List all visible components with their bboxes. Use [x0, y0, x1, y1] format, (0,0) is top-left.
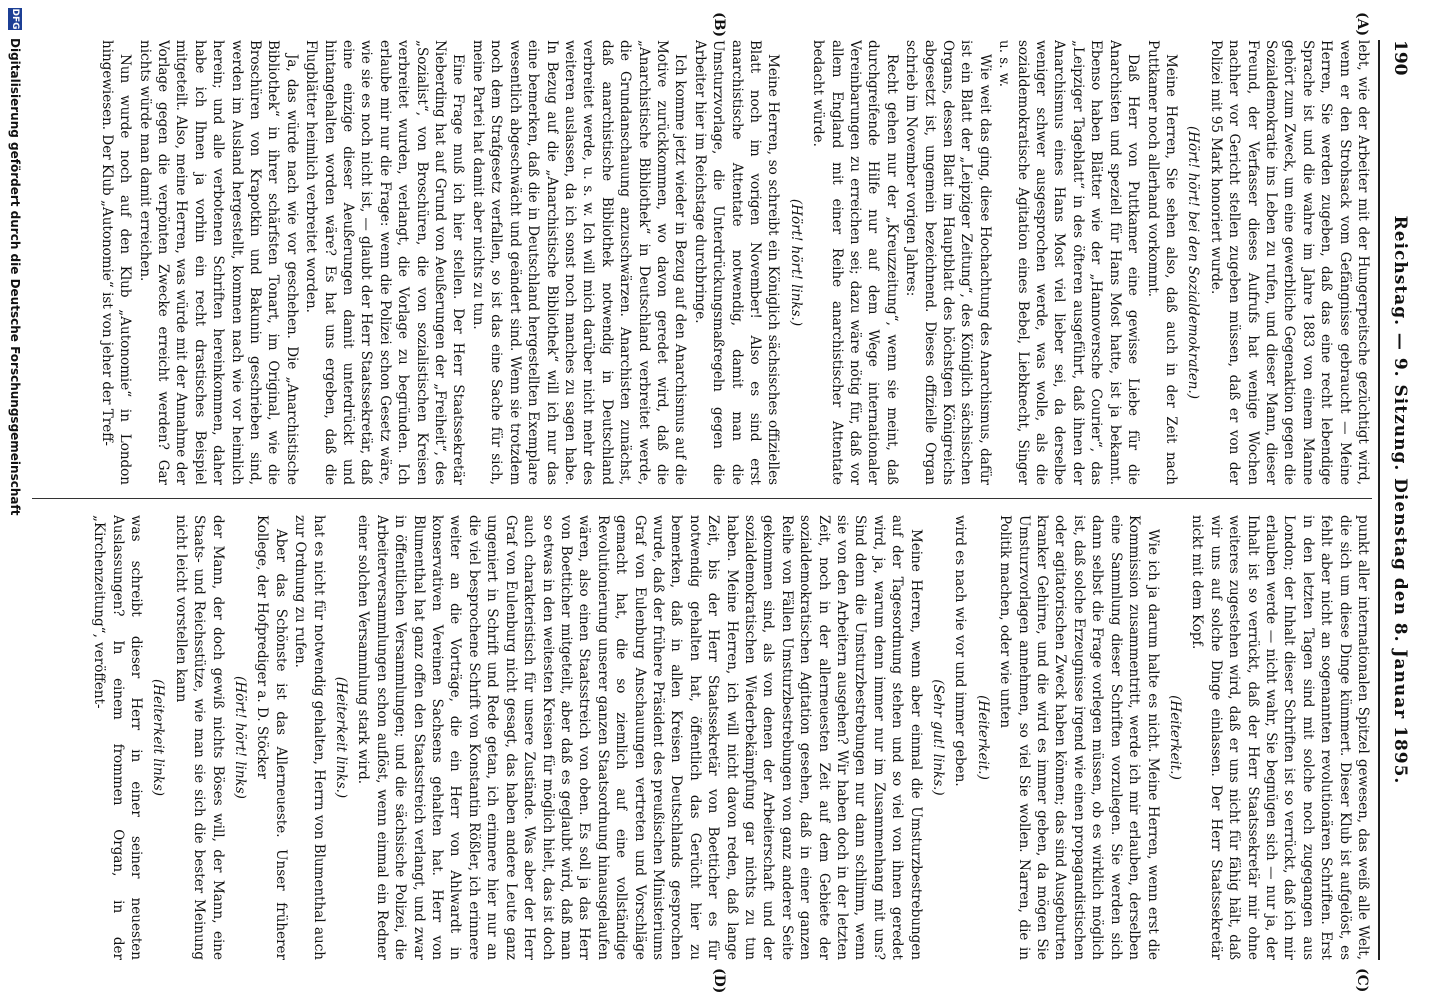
- right-text-column: [37, 515, 1372, 960]
- paragraph: Wie ich ja darum halte es nicht. Meine Herren, wenn erst die Kommission zusammentritt, werde ich mir erlauben, derselben eine Sammlung dieser Schriften vorzulegen. Sie werden sich dann selbst die Frage vorlegen müssen, ob es wirklich möglich ist, daß solche Erzeugnisse irgend wie einen propagandistischen oder agitatorischen Zweck haben können; das sind Ausgeburten kranker Gehirne, und die wird es immer geben, da mögen Sie Umsturzvorlagen annehmen, so viel Sie wollen. Narren, die in Politik machen, oder wie unten: [997, 515, 1161, 960]
- paragraph: Wie weit das ging, diese Hochachtung des Anarchismus, dafür ist ein Blatt der „Leipziger Zeitung“, des Königlich sächsischen Organs, dessen Blatt im Hauptblatt des höchstgen Königreichs abgesetzt ist, ungemein bezeichnend. Dieses offizielle Organ schrieb im November vorigen Jahres:: [903, 40, 993, 485]
- paragraph: Meine Herren, wenn aber einmal die Umsturzbestrebungen auf der Tagesordnung stehen und so viel von ihnen geredet wird, ja, warum denn immer nur im Zusammenhang mit uns? Sind denn die Umsturzbestrebungen nur dann schlimm, wenn sie von den Arbeitern ausgehen? Wir haben doch in der letzten Zeit, noch in der allerneuesten Zeit auf dem Gebiete der sozialdemokratischen Agitation gesehen, daß in einer ganzen Reihe von Fällen Umsturzbestrebungen von ganz anderer Seite gekommen sind, als von denen der Arbeiterschaft und der sozialdemokratischen Wiederbekämpfung gar nichts zu tun haben. Meine Herren, ich will nicht davon reden, daß lange Zeit, bis der Herr Staatssekretär von Boetticher es für notwendig gehalten hat, öffentlich das Gerücht hier zu bemerken, daß in allen Kreisen Deutschlands gesprochen wurde, daß der frühere Präsident des preußischen Ministeriums Graf von Eulenburg Anschauungen vertreten und Vorschläge gemacht hat, die so ziemlich auf eine vollständige Revolutionierung unserer ganzen Staatsordnung hinausgelaufen wären, also einen Staatsstreich von oben. Es soll ja das Herr von Boetticher mitgeteilt, aber daß es geglaubt wird, daß man so etwas in den weitesten Kreisen für möglich hielt, das ist doch auch charakteristisch für unsere Zustände. Was aber der Herr Graf von Eulenburg nicht gesagt, das haben andere Leute ganz ungeniert in Schrift und Rede getan, ich erinnere hier nur an die viel besprochene Schrift von Konstantin Rößler, ich erinnere weiter an die Vorträge, die ein Herr von Ahlwardt in konservativen Vereinen Sachsens gehalten hat. Herr von Blumenthal hat ganz offen den Staatsstreich verlangt, und zwar in öffentlichen Versammlungen; und die sächsische Polizei, die Arbeiterversammlungen schon auflöst, wenn einmal ein Redner einer solchen Versammlung stark wird.: [355, 515, 924, 960]
- paragraph: Nun wurde noch auf den Klub „Autonomie“ in London hingewiesen. Der Klub „Autonomie“ ist von jeher der Treff-: [98, 40, 134, 485]
- margin-mark-a: (A): [1354, 12, 1370, 37]
- paragraph: Meine Herren, so schreibt ein Königlich sächsisches offizielles Blatt noch im vorigen November! Also es sind erst anarchistische Attentate notwendig, damit man die Umsturzvorlage, die Unterdrückungsmaßregeln gegen die Arbeiter hier im Reichstage durchbringe.: [691, 40, 782, 485]
- left-text-column: [37, 40, 1372, 485]
- page-number: 190: [1390, 40, 1410, 76]
- interjection: (Heiterkeit links): [150, 678, 167, 797]
- interjection: (Hört! hört! links.): [787, 198, 804, 327]
- paragraph: Eine Frage muß ich hier stellen. Der Herr Staatssekretär Nieberding hat auf Grund von Aeußerungen der „Freiheit“, des „Sozialist“, von Broschüren, die von sozialistischen Kreisen verbreitet wurden, verlangt, die Vorlage zu begründen. Ich erlaube mir nur die Frage: wenn die Polizei schon Gesetz wäre, wie sie es noch nicht ist, — glaubt der Herr Staatssekretär, daß eine einzige dieser Aeußerungen damit unterdrückt und hintangehalten worden wäre? Es hat uns ergeben, daß die Flugblätter heimlich verbreitet worden.: [303, 40, 467, 485]
- running-header: [1378, 40, 1422, 960]
- dfg-logo: DFG: [10, 8, 20, 30]
- paragraph: der Mann, der doch gewiß nichts Böses will, der Mann, eine Staats- und Reichsstütze, wie man sie sich die bester Meinung nicht leicht vorstellen kann: [172, 515, 226, 960]
- interjection: (Heiterkeit links.): [333, 676, 350, 799]
- interjection: (Hört! hört! bei den Sozialdemokraten.): [1185, 125, 1202, 400]
- paragraph: lebt, wie der Arbeiter mit der Hungerpeitsche gezüchtigt wird, wenn er den Strohsack vom Gefängnisse gebraucht — Meine Herren, Sie werden zugeben, daß das eine recht lebendige Sprache ist und die wahre im Jahre 1883 von einem Manne gehört zum Zweck, um eine gewerbliche Gegenaktion gegen die Sozialdemokratie ins Leben zu rufen, und dieser Mann, dieser Freund, der Verfasser dieses Aufrufs hat wenige Wochen nachher vor Gericht stellen zugeben müssen, daß er von der Polizei mit 95 Mark honoriert wurde.: [1207, 40, 1371, 485]
- paragraph: punkt aller internationalen Spitzel gewesen, das weiß alle Welt, die sich um diese Dinge kümmert. Dieser Klub ist aufgelöst, es fehlt aber nicht an sogenannten revolutionären Schriften. Erst in den letzten Tagen sind mit solche noch zugegangen aus London; der Inhalt dieser Schriften ist so verrückt, daß ich mir erlauben werde — nicht wahr, Sie begnügen sich — nur ja, der Inhalt ist so verrückt, daß der Herr Staatssekretär mir ohne weiteres zugestehen wird, daß er uns nicht für fähig hält, daß wir uns auf solche Dinge einlassen. Der Herr Staatssekretär nickt mit dem Kopf.: [1189, 515, 1371, 960]
- margin-mark-c: (C): [1354, 968, 1370, 993]
- interjection: (Heiterkeit.): [1166, 695, 1183, 780]
- interjection: (Heiterkeit.): [974, 695, 991, 780]
- credit-text: Digitalisierung gefördert durch die Deutsche Forschungsgemeinschaft: [8, 38, 22, 516]
- paragraph: Ja, das würde nach wie vor geschehen. Die „Anarchistische Bibliothek“ in ihrer schärfsten Tonart, im Original, wie die Broschüren von Krapotkin und Bakunin geschrieben sind, werden im Ausland hergestellt, kommen nach wie vor heimlich herein; und alle verbotenen Schriften hereinkommen, daher habe ich Ihnen ja vorhin ein recht drastisches Beispiel mitgeteilt. Also, meine Herren, was würde mit der Annahme der Vorlage gegen die verpönten Zwecke erreicht werden? Gar nichts würde man damit erreichen.: [136, 40, 300, 485]
- margin-mark-d: (D): [711, 968, 727, 994]
- paragraph: Recht gehen nur der „Kreuzzeitung“, wenn sie meint, daß durchgreifende Hilfe nur auf dem Wege internationaler Vereinbarungen zu erreichen sei; dazu wäre nötig für, daß vor allem England mit einer Reihe anarchistischer Attentate bedacht würde.: [810, 40, 900, 485]
- header-title: Reichstag. — 9. Sitzung. Dienstag den 8. Januar 1895.: [1390, 215, 1410, 785]
- paragraph: Meine Herren, Sie sehen also, daß auch in der Zeit nach Puttkamer noch allerhand vorkommt.: [1144, 40, 1179, 485]
- interjection: (Sehr gut! links.): [930, 679, 947, 796]
- paragraph: Aber das Schönste ist das Allerneueste. Unser früherer Kollege, der Hofprediger a. D. Stöcker: [254, 515, 289, 960]
- paragraph: wird es nach wie vor und immer geben.: [952, 515, 969, 787]
- paragraph: Ich komme jetzt wieder in Bezug auf den Anarchismus auf die Motive zurückkommen, wo davon geredet wird, daß die „Anarchistische Bibliothek“ in Deutschland verbreitet werde, die Grundanschauung anzuschwärzen. Anarchisten zunächst, daß anarchistische Bibliothek notwendig in Deutschland verbreitet werde, u. s. w. Ich will mich darüber nicht mehr des weiteren auslassen, da ich sonst noch manches zu sagen habe. In Bezug auf die „Anarchistische Bibliothek“ will ich nur das eine bemerken, daß die in Deutschland hergestellten Exemplare wesentlich abgeschwächt und geändert sind. Wenn sie trotzdem noch dem Strafgesetz verfallen, so ist das eine Sache für sich, meine Partei hat damit aber nichts zu tun.: [469, 40, 689, 485]
- margin-mark-b: (B): [711, 12, 727, 38]
- digitization-credit: [0, 0, 30, 1000]
- paragraph: Daß Herr von Puttkamer eine gewisse Liebe für die Anarchisten und speziell für Hans Most hatte, ist ja bekannt. Ebenso haben Blätter wie der „Hannoversche Courier“, das „Leipziger Tageblatt“ in des öfteren ausgeführt, daß ihnen der Anarchismus eines Hans Most viel lieber sei, da derselbe weniger schwer ausgesprochen werde, was wolle, als die sozialdemokratische Agitation eines Bebel, Liebknecht, Singer u. s. w.: [996, 40, 1142, 485]
- paragraph: was schreibt dieser Herr in einer seiner neuesten Auslassungen? In einem frommen Organ, in der „Kirchenzeitung“, veröffent-: [91, 515, 144, 960]
- interjection: (Hört! hört! links): [232, 676, 249, 799]
- column-divider: [32, 498, 1372, 499]
- paragraph: hat es nicht für notwendig gehalten, Herrn von Blumenthal auch zur Ordnung zu rufen.: [292, 515, 327, 960]
